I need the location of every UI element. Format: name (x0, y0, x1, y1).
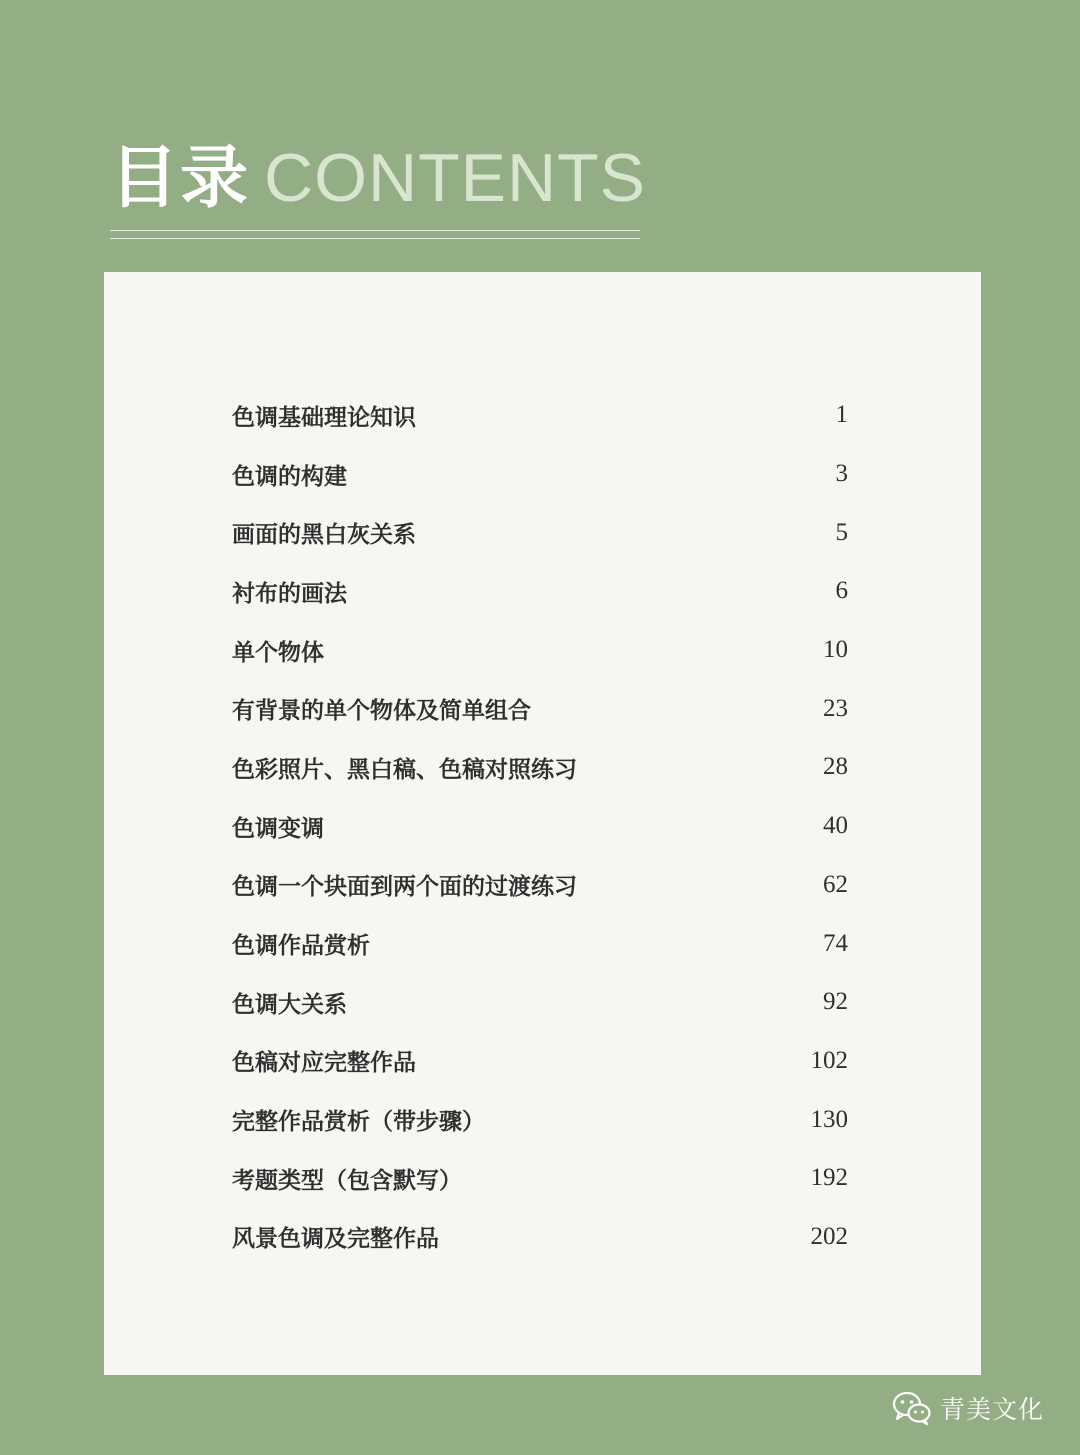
toc-page-number: 202 (810, 1222, 848, 1250)
toc-title: 色彩照片、黑白稿、色稿对照练习 (232, 755, 577, 783)
toc-title: 色调作品赏析 (232, 932, 370, 960)
table-of-contents (232, 386, 848, 1266)
toc-title: 考题类型（包含默写） (232, 1166, 462, 1194)
toc-item[interactable] (232, 1032, 848, 1091)
toc-page-number: 6 (835, 577, 848, 605)
toc-title: 单个物体 (232, 638, 324, 666)
title-english: CONTENTS (264, 140, 647, 216)
toc-item[interactable] (232, 1149, 848, 1208)
toc-item[interactable] (232, 445, 848, 504)
watermark-text: 青美文化 (940, 1395, 1045, 1424)
header (110, 138, 647, 219)
toc-page-number: 1 (835, 401, 848, 429)
toc-item[interactable] (232, 562, 848, 621)
toc-page-number: 102 (810, 1046, 848, 1074)
toc-item[interactable] (232, 503, 848, 562)
toc-item[interactable] (232, 1208, 848, 1267)
title-chinese: 目录 (110, 139, 251, 218)
toc-title: 色稿对应完整作品 (232, 1049, 416, 1077)
toc-item[interactable] (232, 679, 848, 738)
toc-title: 有背景的单个物体及简单组合 (232, 697, 531, 725)
toc-item[interactable] (232, 386, 848, 445)
watermark (892, 1390, 1044, 1426)
page-title (110, 138, 647, 219)
toc-page-number: 92 (823, 988, 848, 1016)
toc-page-number: 40 (823, 812, 848, 840)
toc-page-number: 62 (823, 870, 848, 898)
toc-page-number: 5 (835, 518, 848, 546)
toc-item[interactable] (232, 973, 848, 1032)
toc-item[interactable] (232, 1090, 848, 1149)
toc-title: 风景色调及完整作品 (232, 1225, 439, 1253)
toc-title: 完整作品赏析（带步骤） (232, 1108, 485, 1136)
toc-title: 色调变调 (232, 814, 324, 842)
contents-card (104, 272, 981, 1375)
title-underline-bottom (110, 238, 640, 239)
toc-page-number: 130 (810, 1105, 848, 1133)
toc-title: 色调一个块面到两个面的过渡练习 (232, 873, 577, 901)
toc-item[interactable] (232, 856, 848, 915)
toc-item[interactable] (232, 738, 848, 797)
toc-page-number: 10 (823, 636, 848, 664)
toc-item[interactable] (232, 797, 848, 856)
toc-title: 衬布的画法 (232, 579, 347, 607)
toc-page-number: 28 (823, 753, 848, 781)
toc-title: 色调大关系 (232, 990, 347, 1018)
toc-title: 色调基础理论知识 (232, 403, 416, 431)
toc-item[interactable] (232, 621, 848, 680)
toc-item[interactable] (232, 914, 848, 973)
toc-page-number: 3 (835, 460, 848, 488)
title-underline-top (110, 230, 640, 231)
toc-page-number: 192 (810, 1164, 848, 1192)
toc-title: 画面的黑白灰关系 (232, 521, 416, 549)
toc-title: 色调的构建 (232, 462, 347, 490)
toc-page-number: 74 (823, 929, 848, 957)
wechat-icon (892, 1390, 932, 1426)
toc-page-number: 23 (823, 694, 848, 722)
